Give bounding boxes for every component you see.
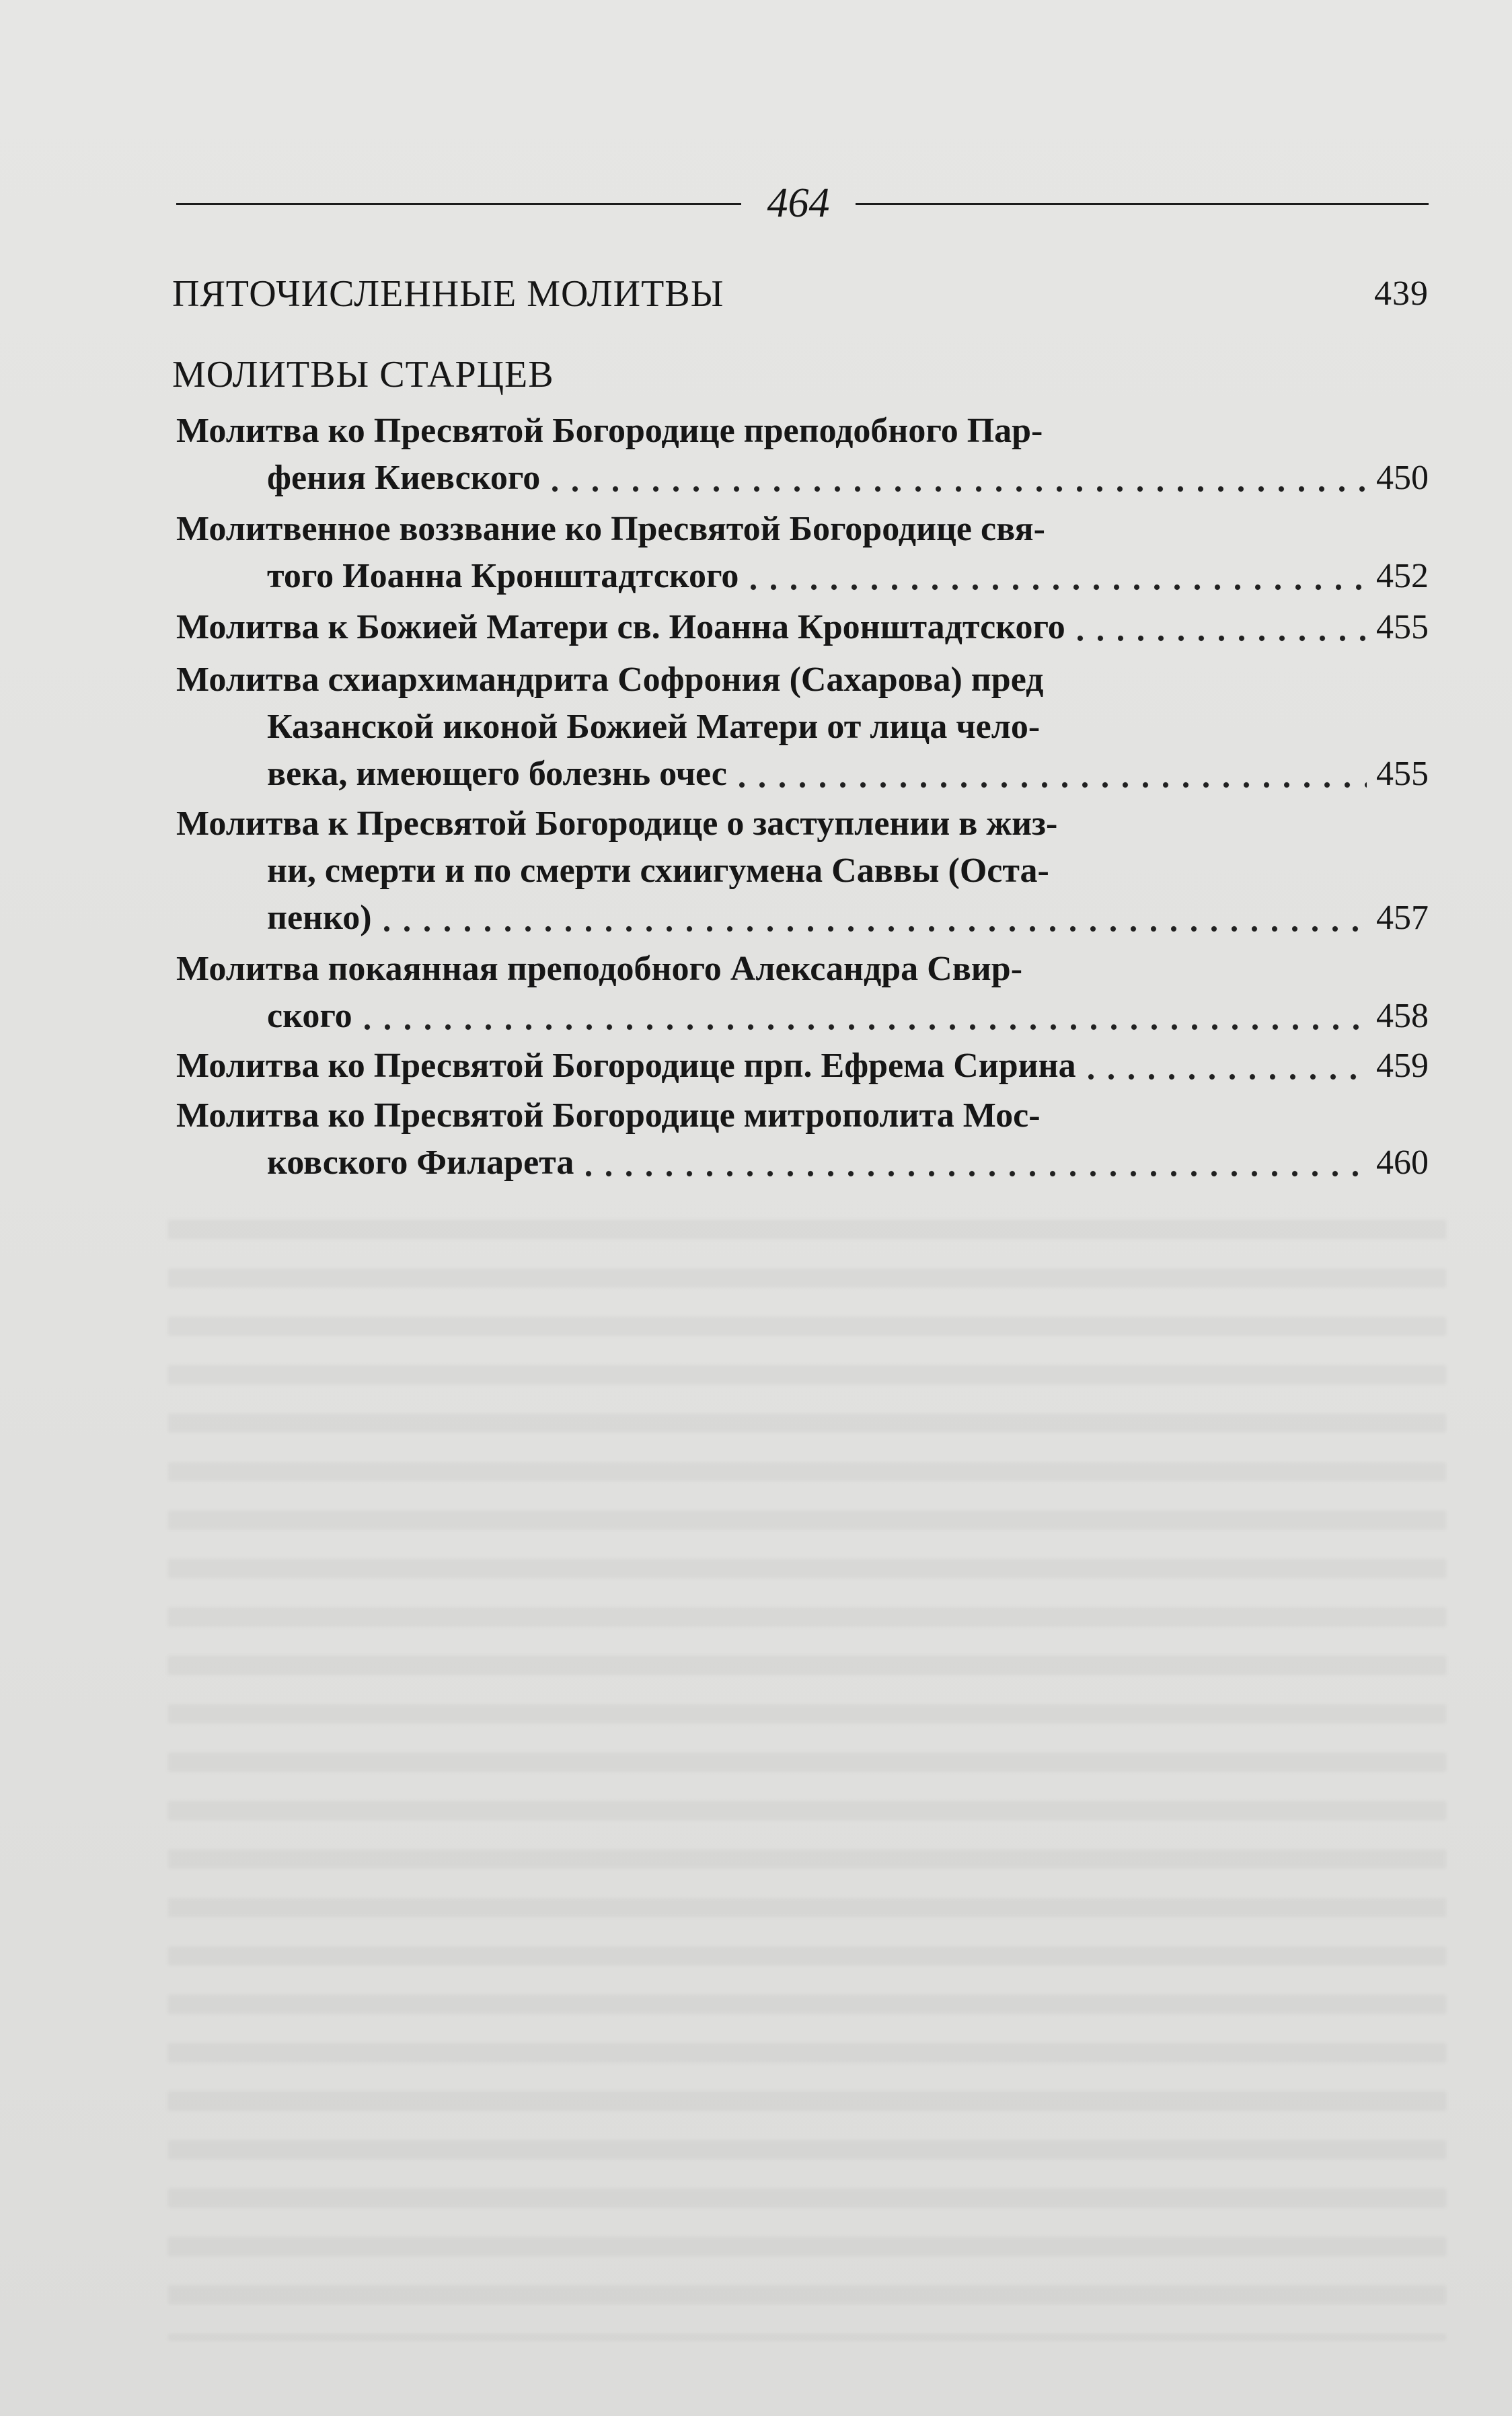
- entry-last-line: [176, 553, 1429, 600]
- section-heading-startsev: [172, 351, 554, 398]
- entry-line: того Иоанна Кронштадтского: [267, 557, 739, 595]
- entry-page-number: 458: [1376, 997, 1429, 1035]
- page-header: [176, 176, 1429, 230]
- page-number: 464: [767, 180, 830, 226]
- toc-entry: [176, 604, 1429, 651]
- dot-leader: [739, 782, 1367, 788]
- entry-last-line: [176, 751, 1429, 798]
- bleed-through-texture: [168, 1197, 1446, 2341]
- dot-leader: [384, 926, 1367, 932]
- toc-entry: [176, 1092, 1429, 1186]
- dot-leader: [586, 1170, 1367, 1177]
- section-page-number: 439: [1374, 274, 1429, 313]
- entry-line: века, имеющего болезнь очес: [267, 755, 727, 793]
- entry-page-number: 460: [1376, 1143, 1429, 1182]
- entry-line: ского: [267, 997, 352, 1035]
- entry-last-line: [176, 895, 1429, 942]
- section-title: ПЯТОЧИСЛЕННЫЕ МОЛИТВЫ: [172, 273, 724, 315]
- entry-page-number: 455: [1376, 608, 1429, 646]
- header-rule-left: [176, 203, 741, 205]
- entry-line: Молитва к Пресвятой Богородице о заступлении в жиз-: [176, 804, 1058, 843]
- toc-entry: [176, 946, 1429, 1040]
- entry-line: ни, смерти и по смерти схиигумена Саввы (Оста-: [267, 852, 1049, 890]
- entry-last-line: [176, 993, 1429, 1040]
- entry-line: пенко): [267, 899, 372, 937]
- toc-entry: [176, 656, 1429, 798]
- section-heading-pyatochislennye: [172, 270, 1429, 317]
- entry-page-number: 455: [1376, 755, 1429, 793]
- entry-page-number: 450: [1376, 459, 1429, 497]
- entry-page-number: 452: [1376, 557, 1429, 595]
- entry-last-line: [176, 455, 1429, 502]
- dot-leader: [751, 584, 1367, 591]
- toc-entry: [176, 1043, 1429, 1090]
- entry-last-line: [176, 1043, 1429, 1090]
- section-title: МОЛИТВЫ СТАРЦЕВ: [172, 354, 554, 395]
- entry-last-line: [176, 604, 1429, 651]
- entry-line: Молитва ко Пресвятой Богородице митрополита Мос-: [176, 1096, 1041, 1135]
- entry-page-number: 457: [1376, 899, 1429, 937]
- dot-leader: [552, 486, 1367, 492]
- entry-page-number: 459: [1376, 1047, 1429, 1085]
- toc-entry: [176, 800, 1429, 942]
- entry-line: фения Киевского: [267, 459, 541, 497]
- entry-line: Молитва покаянная преподобного Александра Свир-: [176, 950, 1023, 988]
- entry-line: Казанской иконой Божией Матери от лица чело-: [267, 708, 1041, 746]
- entry-last-line: [176, 1139, 1429, 1186]
- entry-line: Молитва ко Пресвятой Богородице преподобного Пар-: [176, 412, 1043, 450]
- toc-entry: [176, 506, 1429, 600]
- entry-line: Молитва ко Пресвятой Богородице прп. Ефрема Сирина: [176, 1047, 1076, 1085]
- dot-leader: [1088, 1073, 1367, 1080]
- entry-line: Молитва схиархимандрита Софрония (Сахарова) пред: [176, 660, 1044, 699]
- dot-leader: [1078, 635, 1367, 642]
- entry-line: Молитвенное воззвание ко Пресвятой Богородице свя-: [176, 510, 1045, 548]
- entry-line: ковского Филарета: [267, 1143, 574, 1182]
- entry-line: Молитва к Божией Матери св. Иоанна Кронштадтского: [176, 608, 1065, 646]
- toc-entry: [176, 408, 1429, 502]
- dot-leader: [365, 1024, 1367, 1030]
- header-rule-right: [856, 203, 1429, 205]
